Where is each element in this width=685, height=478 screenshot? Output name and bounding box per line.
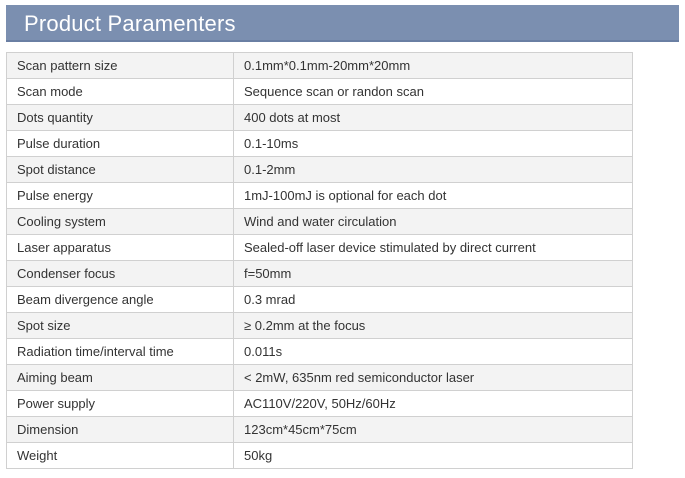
page-title: Product Paramenters bbox=[24, 11, 236, 36]
spec-label: Spot distance bbox=[7, 157, 234, 183]
spec-value: 123cm*45cm*75cm bbox=[234, 417, 633, 443]
table-row bbox=[7, 417, 633, 443]
table-row bbox=[7, 391, 633, 417]
table-row bbox=[7, 365, 633, 391]
spec-label: Beam divergence angle bbox=[7, 287, 234, 313]
spec-value: AC110V/220V, 50Hz/60Hz bbox=[234, 391, 633, 417]
spec-label: Pulse duration bbox=[7, 131, 234, 157]
spec-value: Wind and water circulation bbox=[234, 209, 633, 235]
table-row bbox=[7, 287, 633, 313]
spec-label: Dimension bbox=[7, 417, 234, 443]
table-row bbox=[7, 79, 633, 105]
table-row bbox=[7, 105, 633, 131]
table-row bbox=[7, 313, 633, 339]
spec-table bbox=[6, 52, 633, 469]
spec-value: Sequence scan or randon scan bbox=[234, 79, 633, 105]
spec-label: Aiming beam bbox=[7, 365, 234, 391]
table-row bbox=[7, 183, 633, 209]
spec-label: Power supply bbox=[7, 391, 234, 417]
spec-label: Cooling system bbox=[7, 209, 234, 235]
table-row bbox=[7, 339, 633, 365]
spec-label: Spot size bbox=[7, 313, 234, 339]
table-row bbox=[7, 131, 633, 157]
table-row bbox=[7, 53, 633, 79]
spec-value: 0.1mm*0.1mm-20mm*20mm bbox=[234, 53, 633, 79]
spec-value: ≥ 0.2mm at the focus bbox=[234, 313, 633, 339]
spec-value: 1mJ-100mJ is optional for each dot bbox=[234, 183, 633, 209]
spec-value: 0.3 mrad bbox=[234, 287, 633, 313]
spec-value: 0.1-2mm bbox=[234, 157, 633, 183]
table-row bbox=[7, 157, 633, 183]
spec-table-body bbox=[7, 53, 633, 469]
spec-value: f=50mm bbox=[234, 261, 633, 287]
spec-value: < 2mW, 635nm red semiconductor laser bbox=[234, 365, 633, 391]
spec-label: Condenser focus bbox=[7, 261, 234, 287]
spec-label: Weight bbox=[7, 443, 234, 469]
spec-label: Laser apparatus bbox=[7, 235, 234, 261]
spec-label: Scan mode bbox=[7, 79, 234, 105]
spec-value: 50kg bbox=[234, 443, 633, 469]
spec-value: 0.1-10ms bbox=[234, 131, 633, 157]
spec-value: 0.011s bbox=[234, 339, 633, 365]
spec-value: Sealed-off laser device stimulated by direct current bbox=[234, 235, 633, 261]
section-header bbox=[6, 5, 679, 42]
spec-label: Dots quantity bbox=[7, 105, 234, 131]
spec-label: Pulse energy bbox=[7, 183, 234, 209]
spec-value: 400 dots at most bbox=[234, 105, 633, 131]
table-row bbox=[7, 261, 633, 287]
table-row bbox=[7, 209, 633, 235]
spec-label: Radiation time/interval time bbox=[7, 339, 234, 365]
table-row bbox=[7, 443, 633, 469]
table-row bbox=[7, 235, 633, 261]
spec-label: Scan pattern size bbox=[7, 53, 234, 79]
